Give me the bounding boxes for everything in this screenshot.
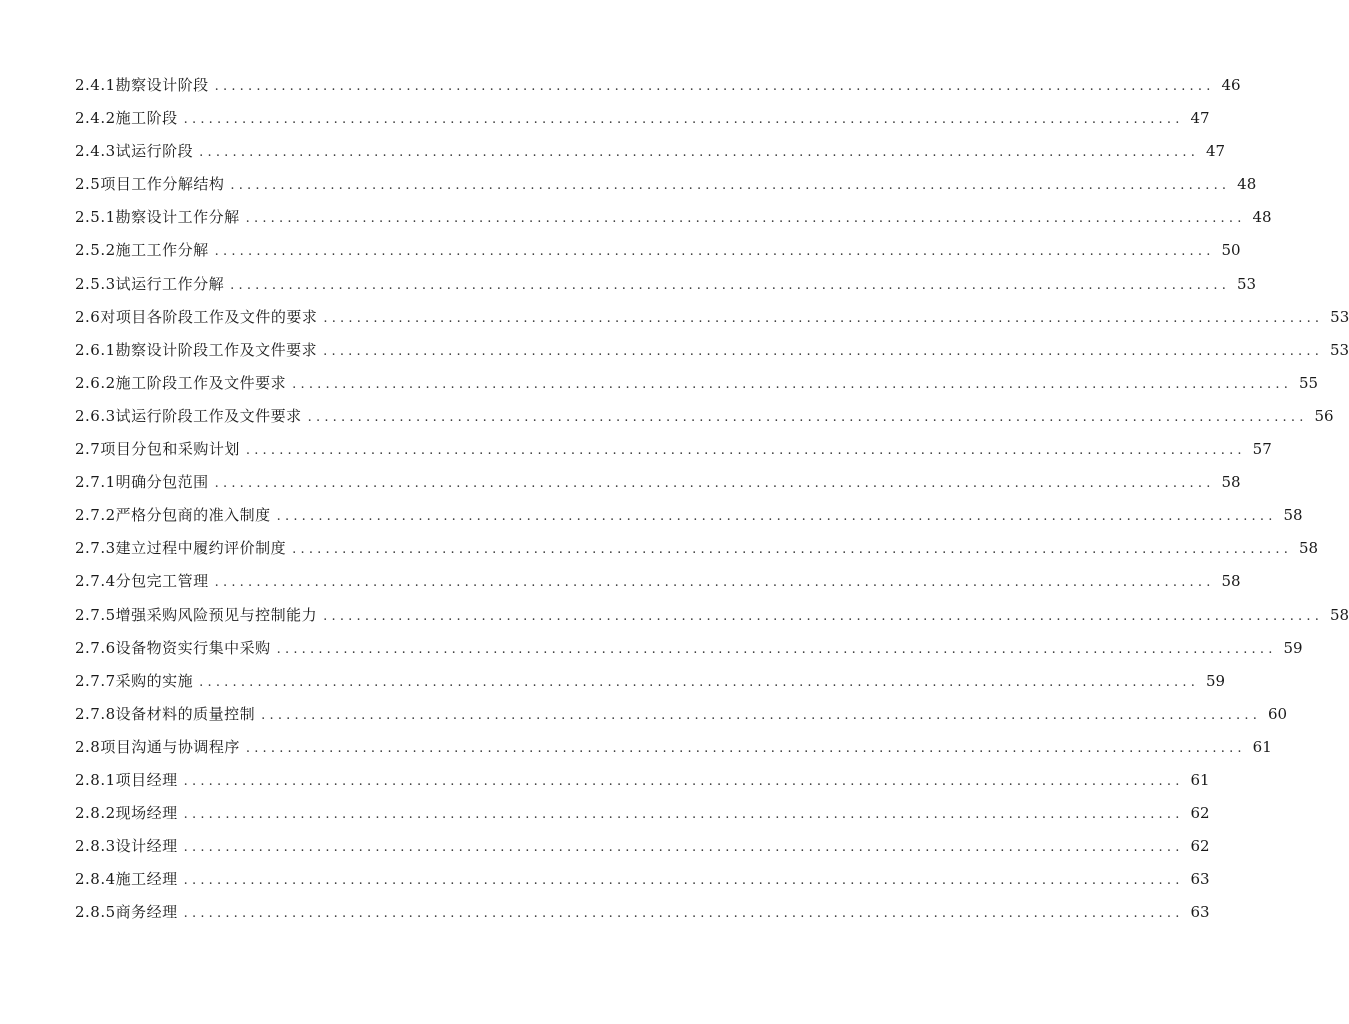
toc-entry[interactable] xyxy=(75,599,1349,632)
toc-entry[interactable] xyxy=(75,135,1226,168)
toc-dot-leader: ........................................................................................................................ xyxy=(245,211,1246,227)
toc-entry-title: 2.5项目工作分解结构 xyxy=(75,175,225,194)
toc-entry-page-number: 63 xyxy=(1190,870,1210,889)
toc-entry-page-number: 58 xyxy=(1221,572,1241,591)
toc-entry-title: 2.8.4施工经理 xyxy=(75,870,178,889)
toc-entry-title: 2.6对项目各阶段工作及文件的要求 xyxy=(75,307,318,326)
toc-entry-title: 2.8.1项目经理 xyxy=(75,770,178,789)
toc-dot-leader: ........................................................................................................................ xyxy=(276,509,1277,525)
toc-entry-page-number: 46 xyxy=(1221,76,1241,94)
toc-entry-page-number: 48 xyxy=(1237,175,1257,194)
toc-entry-title: 2.7项目分包和采购计划 xyxy=(75,440,240,459)
toc-entry-page-number: 55 xyxy=(1298,373,1319,392)
toc-entry[interactable] xyxy=(75,400,1334,433)
toc-entry[interactable] xyxy=(75,334,1349,367)
toc-entry-page-number: 58 xyxy=(1329,605,1349,624)
toc-entry[interactable] xyxy=(75,863,1210,896)
toc-entry-title: 2.4.3试运行阶段 xyxy=(75,142,194,161)
toc-entry-title: 2.4.2施工阶段 xyxy=(75,109,178,128)
toc-entry-title: 2.8.3设计经理 xyxy=(75,837,178,856)
toc-dot-leader: ........................................................................................................................ xyxy=(292,376,1293,392)
toc-entry-page-number: 61 xyxy=(1190,770,1210,789)
toc-entry[interactable] xyxy=(75,168,1257,201)
toc-entry[interactable] xyxy=(75,896,1210,929)
toc-entry-title: 2.7.3建立过程中履约评价制度 xyxy=(75,539,287,558)
toc-entry-page-number: 50 xyxy=(1221,241,1241,260)
toc-entry-page-number: 58 xyxy=(1221,473,1241,492)
toc-entry[interactable] xyxy=(75,268,1257,301)
toc-dot-leader: ........................................................................................................................ xyxy=(230,178,1231,194)
toc-entry-page-number: 59 xyxy=(1205,671,1226,690)
toc-dot-leader: ........................................................................................................................ xyxy=(199,674,1200,690)
toc-entry-title: 2.8.2现场经理 xyxy=(75,804,178,823)
toc-dot-leader: ........................................................................................................................ xyxy=(276,641,1277,657)
toc-entry[interactable] xyxy=(75,698,1288,731)
toc-entry-page-number: 53 xyxy=(1329,340,1349,359)
toc-dot-leader: ........................................................................................................................ xyxy=(323,310,1324,326)
toc-dot-leader: ........................................................................................................................ xyxy=(214,575,1215,591)
toc-entry-title: 2.4.1勘察设计阶段 xyxy=(75,76,209,94)
toc-dot-leader: ........................................................................................................................ xyxy=(292,542,1293,558)
toc-entry-title: 2.7.4分包完工管理 xyxy=(75,572,209,591)
toc-entry-title: 2.6.1勘察设计阶段工作及文件要求 xyxy=(75,340,318,359)
toc-entry-title: 2.5.1勘察设计工作分解 xyxy=(75,208,240,227)
toc-entry-title: 2.5.2施工工作分解 xyxy=(75,241,209,260)
toc-entry-title: 2.7.6设备物资实行集中采购 xyxy=(75,638,271,657)
toc-dot-leader: ........................................................................................................................ xyxy=(183,840,1184,856)
toc-entry-title: 2.6.3试运行阶段工作及文件要求 xyxy=(75,406,302,425)
toc-entry[interactable] xyxy=(75,797,1210,830)
toc-entry[interactable] xyxy=(75,201,1272,234)
toc-entry[interactable] xyxy=(75,532,1319,565)
toc-dot-leader: ........................................................................................................................ xyxy=(245,443,1246,459)
toc-entry[interactable] xyxy=(75,69,1241,102)
toc-dot-leader: ........................................................................................................................ xyxy=(307,409,1308,425)
toc-dot-leader: ........................................................................................................................ xyxy=(261,707,1262,723)
toc-entry[interactable] xyxy=(75,665,1226,698)
toc-entry-title: 2.7.8设备材料的质量控制 xyxy=(75,704,256,723)
toc-entry[interactable] xyxy=(75,764,1210,797)
toc-dot-leader: ........................................................................................................................ xyxy=(199,145,1200,161)
toc-entry-title: 2.7.2严格分包商的准入制度 xyxy=(75,506,271,525)
toc-entry[interactable] xyxy=(75,234,1241,267)
toc-dot-leader: ........................................................................................................................ xyxy=(214,476,1215,492)
toc-entry-page-number: 53 xyxy=(1236,274,1257,293)
table-of-contents xyxy=(75,69,1349,929)
toc-dot-leader: ........................................................................................................................ xyxy=(214,244,1215,260)
toc-entry[interactable] xyxy=(75,632,1303,665)
toc-dot-leader: ........................................................................................................................ xyxy=(183,773,1184,789)
toc-entry-page-number: 61 xyxy=(1252,737,1272,756)
toc-entry-page-number: 63 xyxy=(1190,903,1210,922)
toc-entry-page-number: 47 xyxy=(1205,142,1226,161)
toc-entry-title: 2.7.5增强采购风险预见与控制能力 xyxy=(75,605,318,624)
toc-entry-page-number: 47 xyxy=(1190,109,1210,128)
toc-entry-page-number: 59 xyxy=(1283,638,1303,657)
toc-dot-leader: ........................................................................................................................ xyxy=(183,873,1184,889)
toc-entry-page-number: 56 xyxy=(1314,406,1334,425)
toc-entry-title: 2.8.5商务经理 xyxy=(75,903,178,922)
toc-entry[interactable] xyxy=(75,731,1272,764)
toc-dot-leader: ........................................................................................................................ xyxy=(183,807,1184,823)
toc-entry-page-number: 62 xyxy=(1190,804,1210,823)
toc-entry[interactable] xyxy=(75,433,1272,466)
toc-entry-page-number: 60 xyxy=(1267,704,1288,723)
toc-entry[interactable] xyxy=(75,499,1303,532)
toc-dot-leader: ........................................................................................................................ xyxy=(183,906,1184,922)
toc-entry[interactable] xyxy=(75,466,1241,499)
toc-entry[interactable] xyxy=(75,102,1210,135)
toc-entry-title: 2.6.2施工阶段工作及文件要求 xyxy=(75,373,287,392)
toc-dot-leader: ........................................................................................................................ xyxy=(245,740,1246,756)
toc-entry-page-number: 57 xyxy=(1252,440,1272,459)
toc-entry-title: 2.8项目沟通与协调程序 xyxy=(75,737,240,756)
toc-entry-page-number: 53 xyxy=(1330,307,1349,326)
toc-entry-title: 2.7.1明确分包范围 xyxy=(75,473,209,492)
toc-entry[interactable] xyxy=(75,301,1349,334)
toc-dot-leader: ........................................................................................................................ xyxy=(214,79,1215,94)
toc-entry-page-number: 62 xyxy=(1190,837,1210,856)
toc-entry[interactable] xyxy=(75,830,1210,863)
toc-dot-leader: ........................................................................................................................ xyxy=(183,112,1184,128)
toc-dot-leader: ........................................................................................................................ xyxy=(323,343,1324,359)
toc-dot-leader: ........................................................................................................................ xyxy=(230,277,1231,293)
toc-entry-page-number: 58 xyxy=(1298,539,1319,558)
toc-entry-title: 2.5.3试运行工作分解 xyxy=(75,274,225,293)
toc-entry[interactable] xyxy=(75,367,1319,400)
toc-entry-page-number: 48 xyxy=(1252,208,1272,227)
toc-entry-page-number: 58 xyxy=(1283,506,1303,525)
toc-entry[interactable] xyxy=(75,565,1241,598)
toc-entry-title: 2.7.7采购的实施 xyxy=(75,671,194,690)
toc-dot-leader: ........................................................................................................................ xyxy=(323,608,1324,624)
